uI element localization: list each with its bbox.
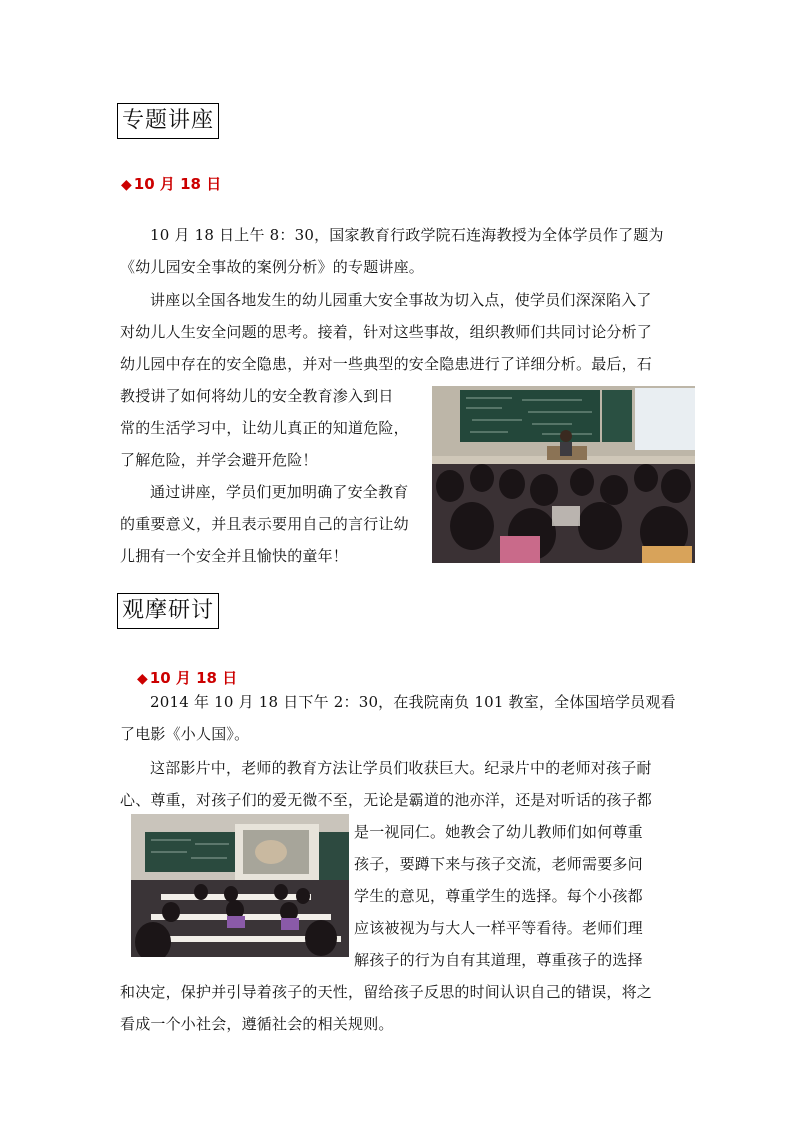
diamond-bullet-icon: ◆ bbox=[121, 177, 132, 193]
section-title-lecture: 专题讲座 bbox=[117, 103, 219, 139]
date-heading-lecture bbox=[121, 173, 221, 194]
paragraph-line: 讲座以全国各地发生的幼儿园重大安全事故为切入点，使学员们深深陷入了 bbox=[150, 291, 652, 309]
paragraph-line: 对幼儿人生安全问题的思考。接着，针对这些事故，组织教师们共同讨论分析了 bbox=[120, 323, 653, 341]
paragraph-line: 2014 年 10 月 18 日下午 2：30，在我院南负 101 教室，全体国培学员观看 bbox=[150, 693, 676, 711]
date-text: 10 月 18 日 bbox=[149, 669, 238, 687]
paragraph-line: 看成一个小社会，遵循社会的相关规则。 bbox=[120, 1015, 394, 1033]
paragraph-line: 教授讲了如何将幼儿的安全教育渗入到日 bbox=[120, 387, 394, 405]
film-viewing-photo bbox=[131, 814, 349, 957]
paragraph-line: 是一视同仁。她教会了幼儿教师们如何尊重 bbox=[354, 823, 643, 841]
paragraph-line: 常的生活学习中，让幼儿真正的知道危险， bbox=[120, 419, 409, 437]
paragraph-line: 儿拥有一个安全并且愉快的童年！ bbox=[120, 547, 349, 565]
paragraph-line: 学生的意见，尊重学生的选择。每个小孩都 bbox=[354, 887, 643, 905]
paragraph-line: 解孩子的行为自有其道理，尊重孩子的选择 bbox=[354, 951, 643, 969]
section-title-observation: 观摩研讨 bbox=[117, 593, 219, 629]
paragraph-line: 了解危险，并学会避开危险！ bbox=[120, 451, 318, 469]
paragraph-line: 《幼儿园安全事故的案例分析》的专题讲座。 bbox=[120, 258, 425, 276]
date-text: 10 月 18 日 bbox=[133, 175, 222, 193]
paragraph-line: 心、尊重，对孩子们的爱无微不至，无论是霸道的池亦洋，还是对听话的孩子都 bbox=[120, 791, 653, 809]
lecture-photo-image bbox=[432, 386, 695, 563]
lecture-photo bbox=[432, 386, 695, 563]
film-viewing-photo-image bbox=[131, 814, 349, 957]
paragraph-line: 通过讲座，学员们更加明确了安全教育 bbox=[150, 483, 409, 501]
date-heading-observation bbox=[137, 667, 237, 688]
paragraph-line: 10 月 18 日上午 8：30，国家教育行政学院石连海教授为全体学员作了题为 bbox=[150, 226, 664, 244]
paragraph-line: 的重要意义，并且表示要用自己的言行让幼 bbox=[120, 515, 409, 533]
paragraph-line: 孩子，要蹲下来与孩子交流，老师需要多问 bbox=[354, 855, 643, 873]
paragraph-line: 幼儿园中存在的安全隐患，并对一些典型的安全隐患进行了详细分析。最后，石 bbox=[120, 355, 653, 373]
diamond-bullet-icon: ◆ bbox=[137, 671, 148, 687]
paragraph-line: 和决定，保护并引导着孩子的天性，留给孩子反思的时间认识自己的错误，将之 bbox=[120, 983, 653, 1001]
paragraph-line: 了电影《小人国》。 bbox=[120, 725, 250, 743]
paragraph-line: 这部影片中，老师的教育方法让学员们收获巨大。纪录片中的老师对孩子耐 bbox=[150, 759, 652, 777]
paragraph-line: 应该被视为与大人一样平等看待。老师们理 bbox=[354, 919, 643, 937]
